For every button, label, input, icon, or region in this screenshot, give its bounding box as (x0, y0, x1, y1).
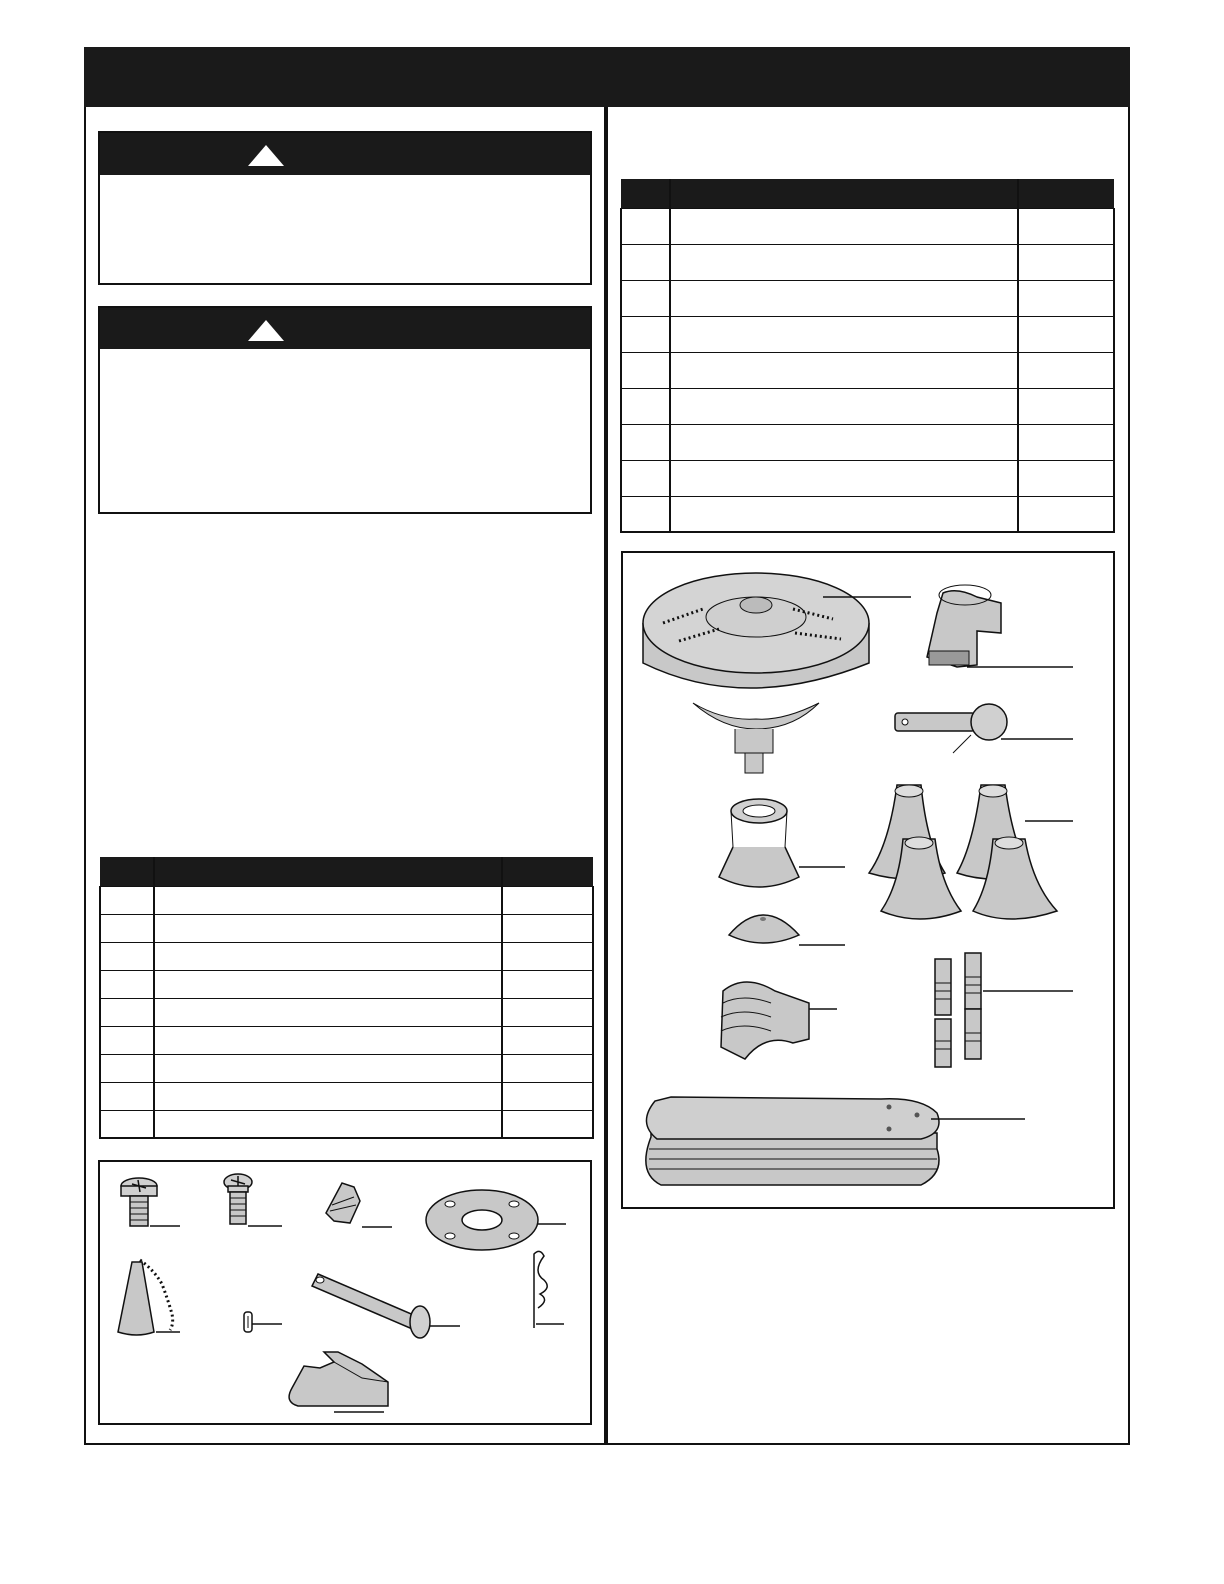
hardware-cell-description (154, 886, 502, 914)
warning-box-1 (98, 131, 592, 285)
parts-cell-quantity (1018, 280, 1114, 316)
hardware-table-header (100, 857, 593, 886)
hardware-cell-description (154, 942, 502, 970)
downrod-assembly (895, 704, 1073, 753)
hardware-row (100, 1054, 593, 1082)
parts-cell-key (621, 460, 670, 496)
pull-chain (118, 1260, 180, 1335)
parts-row (621, 496, 1114, 532)
switch-cap (729, 915, 845, 945)
parts-cell-key (621, 280, 670, 316)
warning-header-2 (100, 308, 590, 349)
hardware-cell-key (100, 1054, 154, 1082)
hardware-cell-key (100, 942, 154, 970)
parts-row (621, 352, 1114, 388)
hardware-col-description (154, 857, 502, 886)
parts-cell-description (670, 280, 1018, 316)
parts-cell-key (621, 388, 670, 424)
parts-cell-key (621, 496, 670, 532)
warning-header-1 (100, 133, 590, 175)
hardware-cell-quantity (502, 1054, 593, 1082)
parts-cell-quantity (1018, 388, 1114, 424)
parts-row (621, 388, 1114, 424)
parts-table-header (621, 179, 1114, 208)
hardware-cell-description (154, 970, 502, 998)
parts-cell-quantity (1018, 208, 1114, 244)
parts-cell-key (621, 244, 670, 280)
parts-cell-key (621, 208, 670, 244)
parts-row (621, 424, 1114, 460)
hardware-col-key (100, 857, 154, 886)
hardware-cell-description (154, 1054, 502, 1082)
hardware-row (100, 914, 593, 942)
parts-col-key (621, 179, 670, 208)
hardware-row (100, 942, 593, 970)
parts-cell-description (670, 388, 1018, 424)
screw-large-head (121, 1178, 180, 1226)
hardware-cell-description (154, 914, 502, 942)
parts-col-quantity (1018, 179, 1114, 208)
mounting-bracket (927, 585, 1073, 667)
parts-cell-description (670, 460, 1018, 496)
fan-blades (646, 1097, 1025, 1185)
hardware-cell-key (100, 1026, 154, 1054)
parts-cell-key (621, 352, 670, 388)
mounting-gasket (426, 1190, 566, 1250)
hardware-row (100, 998, 593, 1026)
hardware-cell-quantity (502, 1110, 593, 1138)
warning-box-2 (98, 306, 592, 514)
wire-connector (326, 1183, 392, 1227)
parts-cell-key (621, 316, 670, 352)
glass-shades (869, 785, 1073, 919)
hardware-cell-quantity (502, 970, 593, 998)
parts-cell-quantity (1018, 424, 1114, 460)
clevis-pin (312, 1274, 460, 1338)
hardware-cell-description (154, 1026, 502, 1054)
parts-cell-description (670, 244, 1018, 280)
blade-arms (721, 982, 837, 1059)
balancing-wedge (289, 1352, 388, 1412)
parts-cell-quantity (1018, 352, 1114, 388)
hardware-row (100, 886, 593, 914)
parts-cell-quantity (1018, 460, 1114, 496)
ceiling-canopy (719, 799, 845, 887)
parts-col-description (670, 179, 1018, 208)
parts-cell-quantity (1018, 244, 1114, 280)
parts-cell-quantity (1018, 496, 1114, 532)
parts-cell-description (670, 496, 1018, 532)
hardware-row (100, 1026, 593, 1054)
warning-triangle-icon (248, 145, 284, 166)
hardware-cell-description (154, 998, 502, 1026)
hardware-table (99, 857, 594, 1139)
screw-small (224, 1174, 282, 1226)
fan-motor-housing (643, 573, 911, 773)
hardware-cell-quantity (502, 914, 593, 942)
hardware-cell-description (154, 1082, 502, 1110)
parts-cell-description (670, 316, 1018, 352)
parts-row (621, 280, 1114, 316)
hardware-cell-quantity (502, 942, 593, 970)
hardware-row (100, 1082, 593, 1110)
hardware-cell-key (100, 970, 154, 998)
hardware-cell-key (100, 998, 154, 1026)
hardware-cell-quantity (502, 1026, 593, 1054)
warning-triangle-icon (248, 320, 284, 341)
hardware-col-quantity (502, 857, 593, 886)
parts-cell-description (670, 352, 1018, 388)
hardware-cell-key (100, 914, 154, 942)
hardware-cell-description (154, 1110, 502, 1138)
hardware-cell-quantity (502, 886, 593, 914)
hardware-cell-key (100, 886, 154, 914)
parts-row (621, 208, 1114, 244)
hairpin-cotter (534, 1251, 564, 1328)
parts-cell-key (621, 424, 670, 460)
title-bar (84, 47, 1130, 107)
small-clip (244, 1312, 282, 1332)
parts-illustration-panel (621, 551, 1115, 1209)
parts-row (621, 460, 1114, 496)
hardware-cell-key (100, 1082, 154, 1110)
hardware-row (100, 1110, 593, 1138)
parts-cell-description (670, 208, 1018, 244)
parts-table (620, 179, 1115, 533)
parts-cell-quantity (1018, 316, 1114, 352)
parts-row (621, 244, 1114, 280)
light-sockets (935, 953, 1073, 1067)
hardware-illustration-panel (98, 1160, 592, 1425)
parts-row (621, 316, 1114, 352)
hardware-cell-quantity (502, 998, 593, 1026)
parts-cell-description (670, 424, 1018, 460)
hardware-row (100, 970, 593, 998)
column-divider (604, 107, 608, 1445)
hardware-cell-quantity (502, 1082, 593, 1110)
hardware-cell-key (100, 1110, 154, 1138)
